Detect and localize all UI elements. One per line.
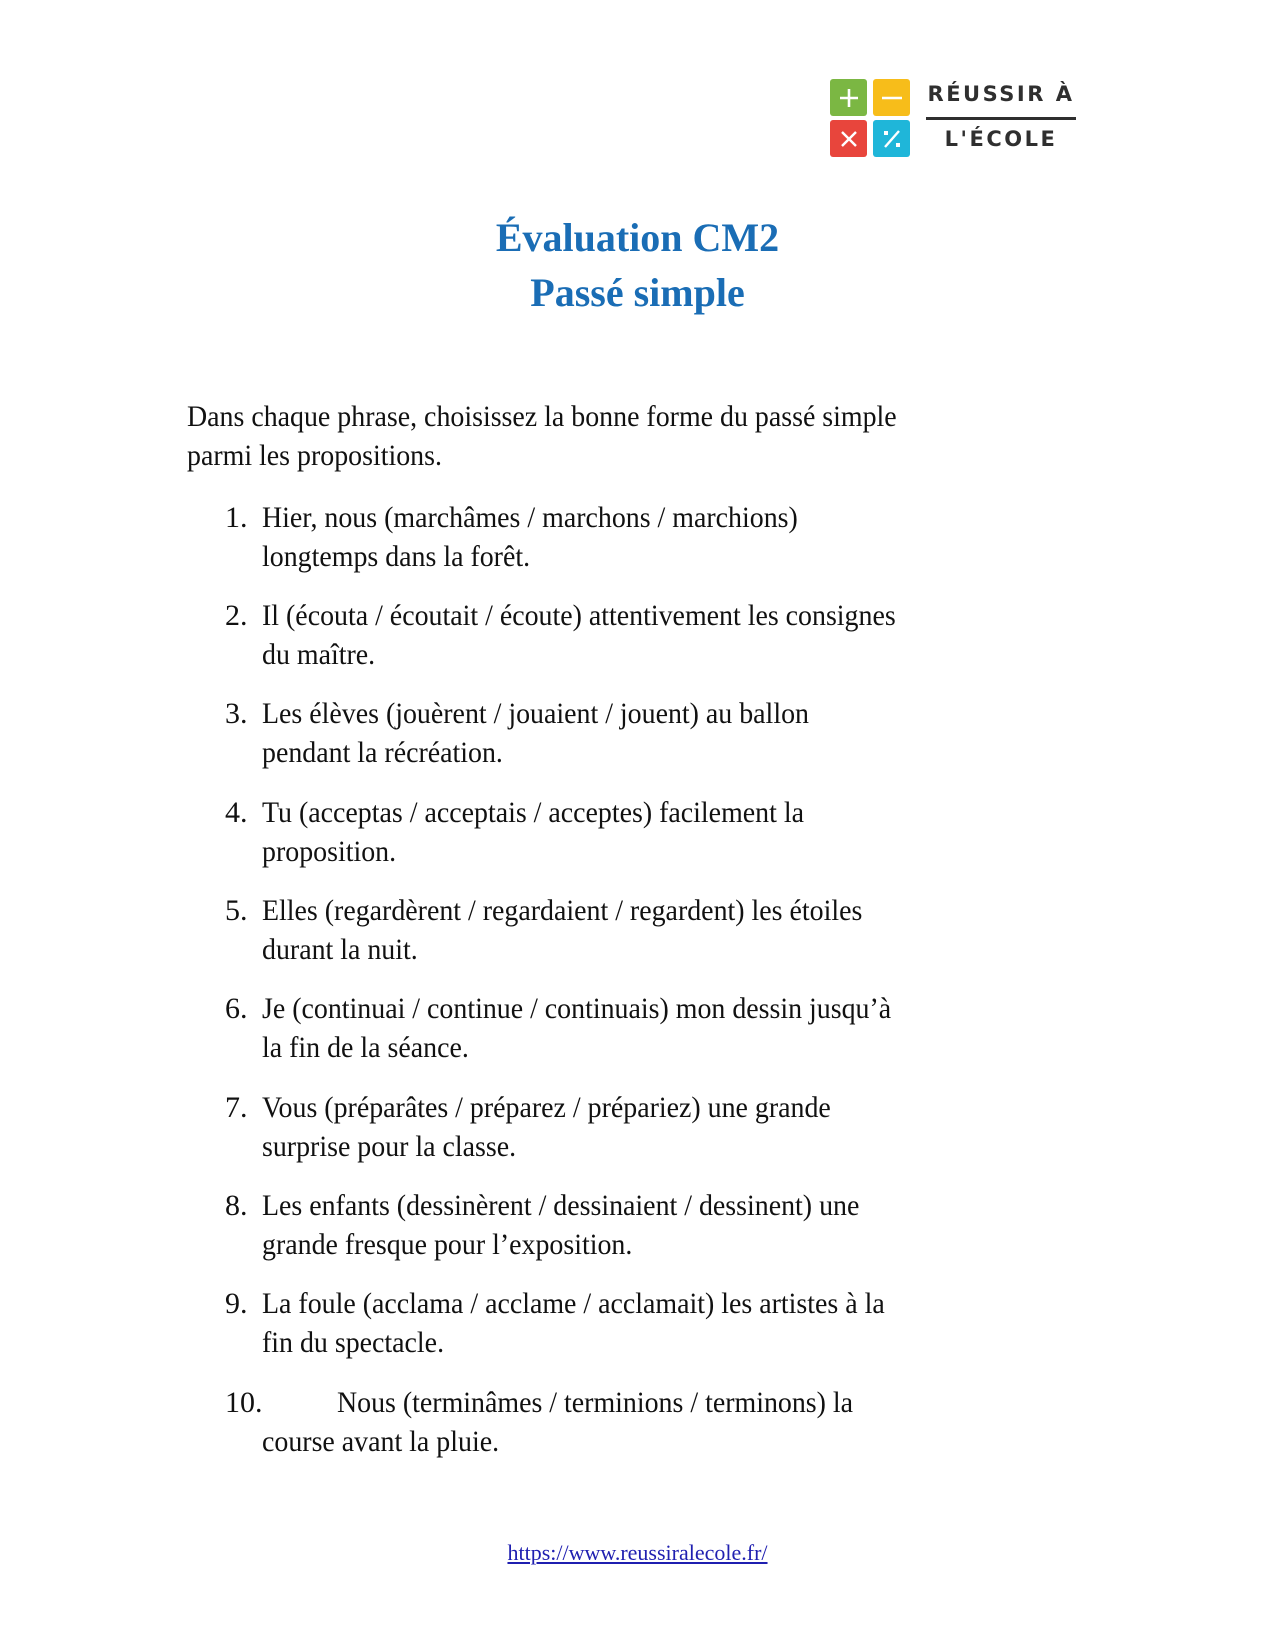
list-item-number: 8. bbox=[225, 1189, 248, 1222]
list-item-line bbox=[262, 1029, 484, 1068]
instructions-line: Dans chaque phrase, choisissez la bonne forme du passé simple bbox=[187, 400, 897, 433]
list-item-text: grande fresque pour l’exposition. bbox=[262, 1227, 633, 1261]
list-item-text: longtemps dans la forêt. bbox=[262, 539, 531, 573]
list-item-number: 9. bbox=[225, 1287, 248, 1320]
list-item-number: 10. bbox=[225, 1386, 263, 1419]
list-item-text: Tu (acceptas / acceptais / acceptes) facilement la bbox=[262, 796, 804, 829]
plus-icon bbox=[830, 79, 867, 116]
list-item-line bbox=[262, 1128, 535, 1167]
percent-icon bbox=[873, 120, 910, 157]
instructions bbox=[187, 398, 950, 475]
list-item-line bbox=[262, 833, 406, 872]
list-item-text: La foule (acclama / acclame / acclamait) les artistes à la bbox=[262, 1287, 885, 1320]
list-item-number: 7. bbox=[225, 1091, 248, 1124]
logo-divider bbox=[926, 117, 1076, 120]
list-item-text: la fin de la séance. bbox=[262, 1030, 469, 1064]
list-item-line bbox=[262, 1226, 660, 1265]
list-item-line bbox=[262, 734, 521, 773]
page-subtitle: Passé simple bbox=[530, 270, 745, 315]
times-icon bbox=[830, 120, 867, 157]
list-item-line bbox=[337, 1384, 892, 1423]
site-logo bbox=[830, 79, 1080, 159]
list-item-line bbox=[262, 1187, 904, 1226]
logo-line1: RÉUSSIR À bbox=[927, 82, 1075, 106]
list-item-text: fin du spectacle. bbox=[262, 1325, 445, 1359]
list-item-text: surprise pour la classe. bbox=[262, 1129, 517, 1163]
list-item-line bbox=[262, 794, 845, 833]
list-item-line bbox=[262, 636, 384, 675]
list-item-number: 1. bbox=[225, 501, 248, 534]
list-item-line bbox=[262, 892, 908, 931]
list-item-text: Les enfants (dessinèrent / dessinaient / dessinent) une bbox=[262, 1189, 860, 1222]
list-item-line bbox=[262, 538, 550, 577]
minus-icon bbox=[873, 79, 910, 116]
list-item-text: Vous (préparâtes / préparez / prépariez) une grande bbox=[262, 1091, 831, 1124]
list-item-line bbox=[262, 1324, 458, 1363]
list-item-line bbox=[262, 695, 850, 734]
list-item-text: Je (continuai / continue / continuais) mon dessin jusqu’à bbox=[262, 992, 892, 1025]
list-item-text: pendant la récréation. bbox=[262, 735, 503, 769]
list-item-text: Nous (terminâmes / terminions / terminons) la bbox=[337, 1386, 854, 1419]
list-item-line bbox=[262, 1089, 874, 1128]
footer bbox=[0, 1540, 1275, 1566]
list-item-text: durant la nuit. bbox=[262, 932, 418, 966]
list-item-line bbox=[262, 931, 429, 970]
list-item-text: Il (écouta / écoutait / écoute) attentivement les consignes bbox=[262, 599, 896, 632]
logo-line2: L'ÉCOLE bbox=[944, 127, 1058, 151]
list-item-line bbox=[262, 1285, 932, 1324]
list-item-text: Les élèves (jouèrent / jouaient / jouent) au ballon bbox=[262, 697, 809, 730]
list-item-number: 6. bbox=[225, 992, 248, 1025]
list-item-number: 4. bbox=[225, 796, 248, 829]
list-item-text: Elles (regardèrent / regardaient / regardent) les étoiles bbox=[262, 894, 863, 927]
list-item-line bbox=[262, 990, 939, 1029]
website-link[interactable]: https://www.reussiralecole.fr/ bbox=[507, 1540, 768, 1565]
list-item-number: 2. bbox=[225, 599, 248, 632]
list-item-text: Hier, nous (marchâmes / marchons / marchions) bbox=[262, 501, 798, 534]
list-item-text: course avant la pluie. bbox=[262, 1424, 500, 1458]
list-item-line bbox=[262, 1423, 517, 1462]
list-item-text: du maître. bbox=[262, 637, 376, 671]
list-item-line bbox=[262, 597, 943, 636]
page-title: Évaluation CM2 bbox=[495, 215, 780, 260]
instructions-line: parmi les propositions. bbox=[187, 438, 442, 472]
list-item-number: 5. bbox=[225, 894, 248, 927]
list-item-text: proposition. bbox=[262, 834, 397, 868]
list-item-number: 3. bbox=[225, 697, 248, 730]
list-item-line bbox=[262, 499, 838, 538]
